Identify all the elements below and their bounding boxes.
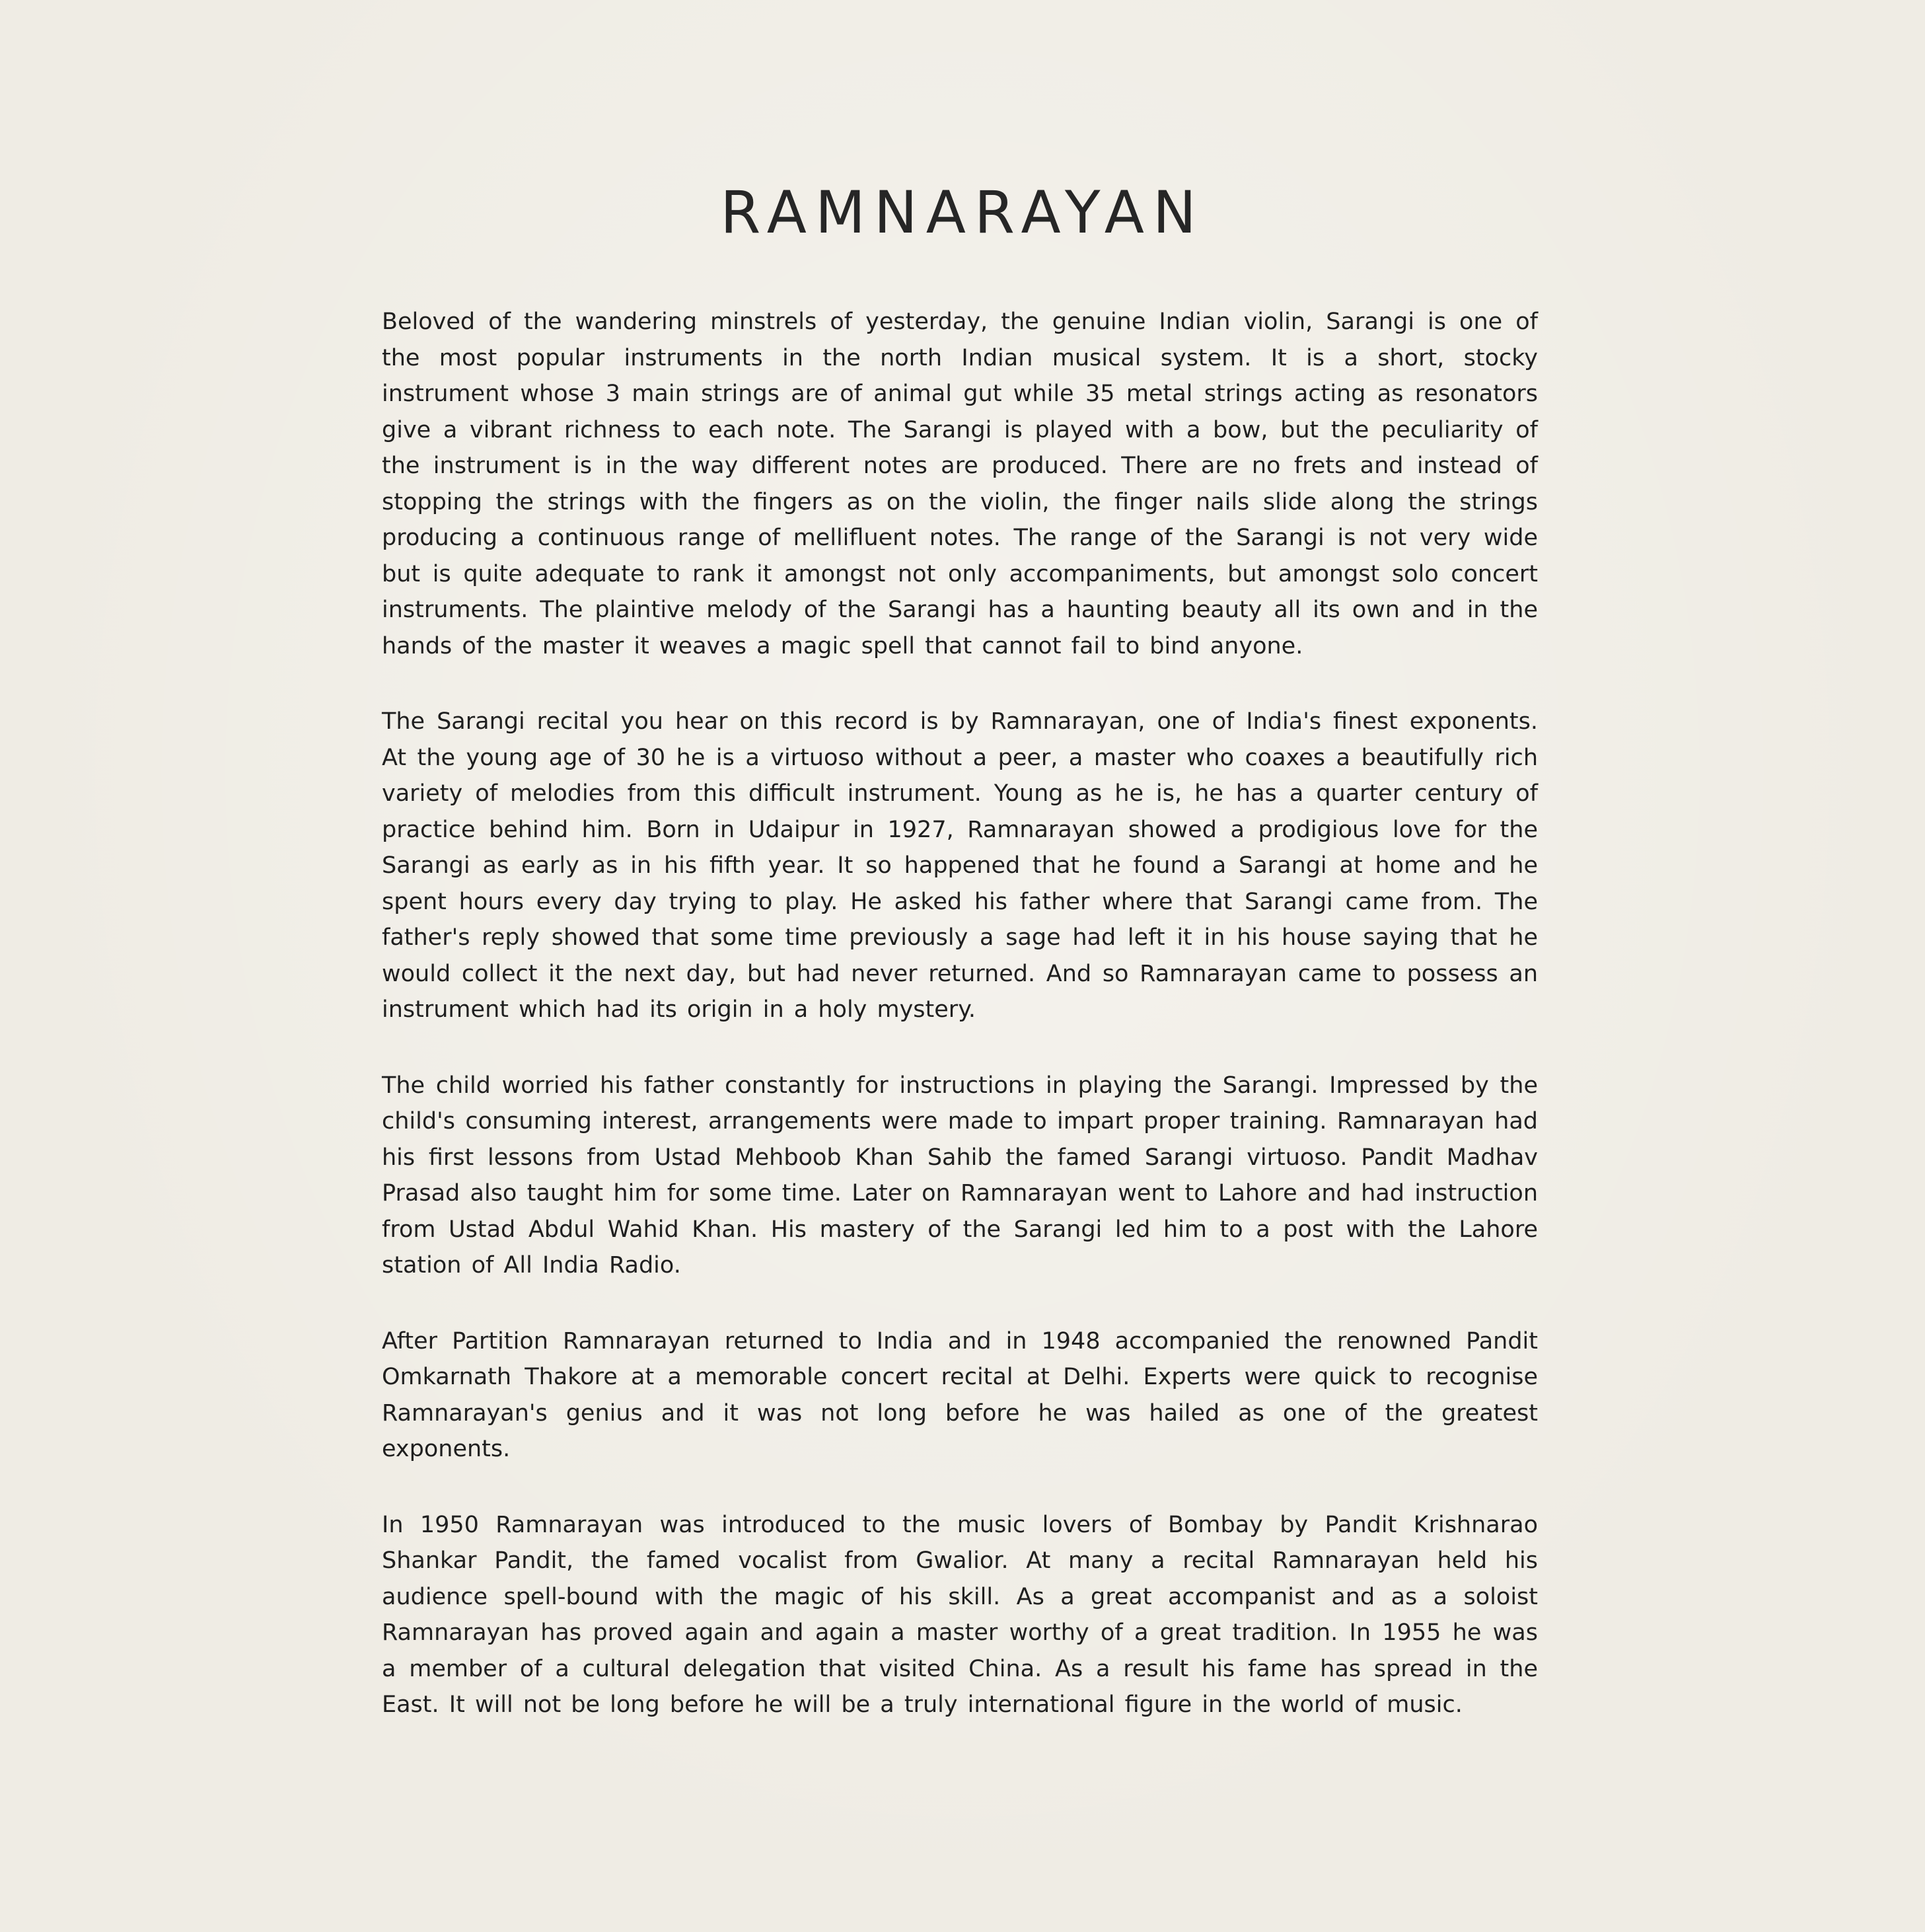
body-text bbox=[382, 304, 1538, 1763]
paragraph-training: The child worried his father constantly for instructions in playing the Sarangi. Impressed by the child's consuming interest, arrangements were made to impart proper training. Ramnarayan had his first lessons from Ustad Mehboob Khan Sahib the famed Sarangi virtuoso. Pandit Madhav Prasad also taught him for some time. Later on Ramnarayan went to Lahore and had instruction from Ustad Abdul Wahid Khan. His mastery of the Sarangi led him to a post with the Lahore station of All India Radio. bbox=[382, 1072, 1538, 1279]
paragraph-early-life: The Sarangi recital you hear on this record is by Ramnarayan, one of India's finest exponents. At the young age of 30 he is a virtuoso without a peer, a master who coaxes a beautifully rich variety of melodies from this difficult instrument. Young as he is, he has a quarter century of practice behind him. Born in Udaipur in 1927, Ramnarayan showed a prodigious love for the Sarangi as early as in his fifth year. It so happened that he found a Sarangi at home and he spent hours every day trying to play. He asked his father where that Sarangi came from. The father's reply showed that some time previously a sage had left it in his house saying that he would collect it the next day, but had never returned. And so Ramnarayan came to possess an instrument which had its origin in a holy mystery. bbox=[382, 708, 1538, 1023]
paragraph-sarangi-intro: Beloved of the wandering minstrels of yesterday, the genuine Indian violin, Sarangi is one of the most popular instruments in the north Indian musical system. It is a short, stocky instrument whose 3 main strings are of animal gut while 35 metal strings acting as resonators give a vibrant richness to each note. The Sarangi is played with a bow, but the peculiarity of the instrument is in the way different notes are produced. There are no frets and instead of stopping the strings with the fingers as on the violin, the finger nails slide along the strings producing a continuous range of mellifluent notes. The range of the Sarangi is not very wide but is quite adequate to rank it amongst not only accompaniments, but amongst solo concert instruments. The plaintive melody of the Sarangi has a haunting beauty all its own and in the hands of the master it weaves a magic spell that cannot fail to bind anyone. bbox=[382, 309, 1538, 659]
page-title: RAMNARAYAN bbox=[720, 178, 1205, 246]
paragraph-after-partition: After Partition Ramnarayan returned to India and in 1948 accompanied the renowned Pandit Omkarnath Thakore at a memorable concert recital at Delhi. Experts were quick to recognise Ramnarayan's genius and it was not long before he was hailed as one of the greatest exponents. bbox=[382, 1327, 1538, 1462]
paragraph-bombay-and-fame: In 1950 Ramnarayan was introduced to the music lovers of Bombay by Pandit Krishnarao Shankar Pandit, the famed vocalist from Gwalior. At many a recital Ramnarayan held his audience spell-bound with the magic of his skill. As a great accompanist and as a soloist Ramnarayan has proved again and again a master worthy of a great tradition. In 1955 he was a member of a cultural delegation that visited China. As a result his fame has spread in the East. It will not be long before he will be a truly international figure in the world of music. bbox=[382, 1511, 1538, 1718]
